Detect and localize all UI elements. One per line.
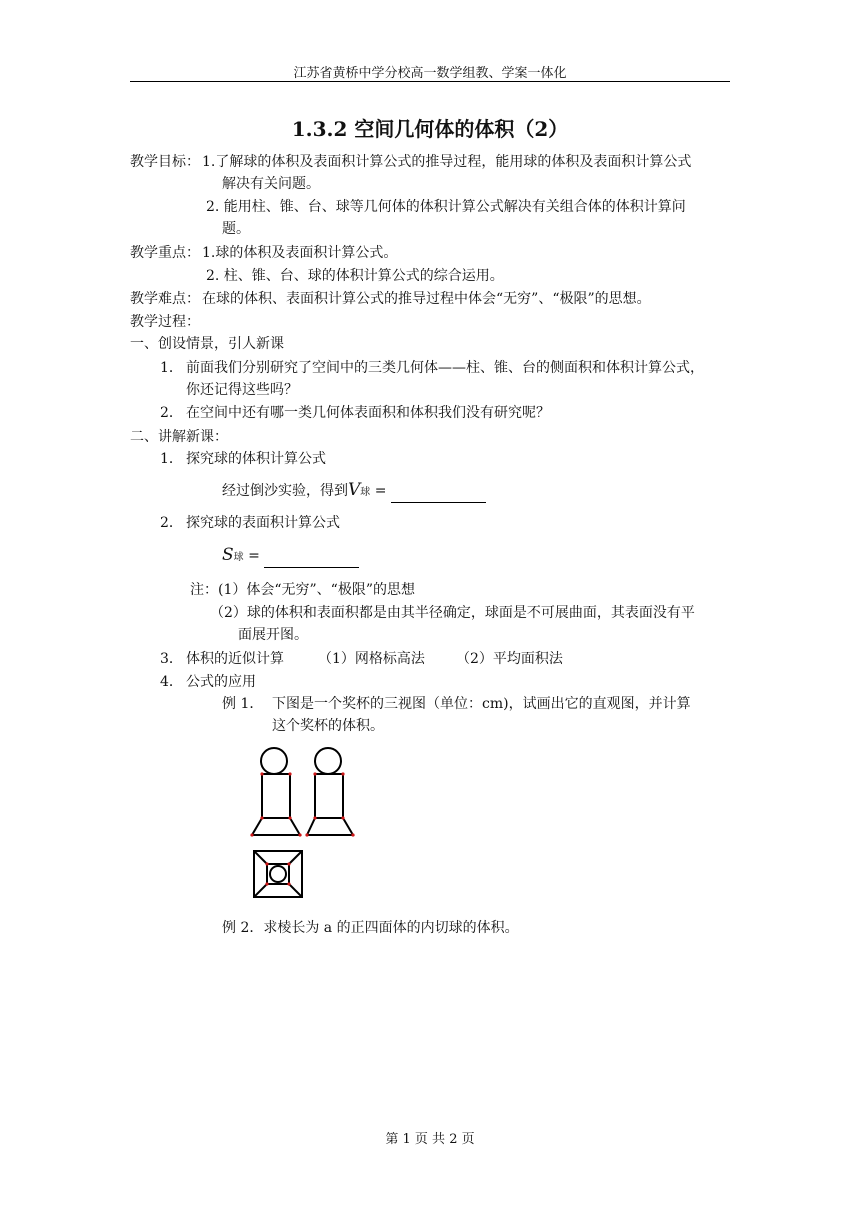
- area-answer-blank[interactable]: [264, 553, 359, 568]
- example-1-line-b: 这个奖杯的体积。: [272, 718, 384, 734]
- side-view-frustum: [307, 818, 353, 835]
- goal-2-line-b: 题。: [222, 221, 250, 237]
- top-view: [254, 851, 302, 897]
- process-label: 教学过程：: [130, 314, 200, 330]
- goal-2-line-a: 2. 能用柱、锥、台、球等几何体的体积计算公式解决有关组合体的体积计算问: [206, 199, 686, 215]
- front-view-frustum: [252, 818, 300, 835]
- section2-p3-num: 3．: [160, 651, 183, 667]
- key-points-label: 教学重点：: [130, 245, 200, 261]
- section2-p1: 探究球的体积计算公式: [186, 451, 326, 467]
- section1-heading: 一、创设情景，引人新课: [130, 336, 284, 352]
- side-view: [307, 748, 353, 835]
- section2-p2-num: 2．: [160, 515, 183, 531]
- page-title: 1.3.2 空间几何体的体积（2）: [291, 117, 569, 141]
- page-header: 江苏省黄桥中学分校高一数学组教、学案一体化: [293, 66, 567, 81]
- goal-1-line-a: 1.了解球的体积及表面积计算公式的推导过程，能用球的体积及表面积计算公式: [202, 154, 692, 170]
- method-2: （2）平均面积法: [456, 651, 563, 667]
- volume-eq: =: [370, 483, 387, 499]
- note-2-line-a: （2）球的体积和表面积都是由其半径确定，球面是不可展曲面，其表面没有平: [210, 605, 695, 621]
- volume-formula-text: 经过倒沙实验，得到: [222, 483, 348, 499]
- method-1: （1）网格标高法: [318, 651, 425, 667]
- header-divider: [130, 81, 730, 82]
- section1-q2: 在空间中还有哪一类几何体表面积和体积我们没有研究呢？: [186, 405, 550, 421]
- volume-var-sub: 球: [360, 487, 371, 498]
- section2-p3: 体积的近似计算: [186, 651, 284, 667]
- section1-q1-line-a: 前面我们分别研究了空间中的三类几何体——柱、锥、台的侧面积和体积计算公式，: [186, 360, 704, 376]
- section2-p2: 探究球的表面积计算公式: [186, 515, 340, 531]
- goals-label: 教学目标：: [130, 154, 200, 170]
- volume-answer-blank[interactable]: [391, 488, 486, 503]
- goal-1-line-b: 解决有关问题。: [222, 176, 320, 192]
- volume-var: V: [348, 480, 361, 500]
- section2-p1-num: 1．: [160, 451, 183, 467]
- section1-q1-line-b: 你还记得这些吗？: [186, 382, 298, 398]
- section2-p4-num: 4．: [160, 674, 183, 690]
- example-1-label: 例 1．: [222, 696, 264, 712]
- area-var: S: [222, 545, 234, 565]
- section2-heading: 二、讲解新课：: [130, 429, 228, 445]
- note-1: 注：(1）体会“无穷”、“极限”的思想: [190, 582, 415, 598]
- front-view-cylinder: [262, 774, 290, 818]
- front-view-sphere: [261, 748, 287, 774]
- side-view-sphere: [315, 748, 341, 774]
- section1-q2-num: 2．: [160, 405, 183, 421]
- key-point-1: 1.球的体积及表面积计算公式。: [202, 245, 398, 261]
- side-view-cylinder: [315, 774, 343, 818]
- note-2-line-b: 面展开图。: [238, 627, 308, 643]
- example-1-line-a: 下图是一个奖杯的三视图（单位：cm)，试画出它的直观图，并计算: [272, 696, 691, 712]
- key-point-2: 2. 柱、锥、台、球的体积计算公式的综合运用。: [206, 268, 504, 284]
- top-view-circle: [270, 866, 286, 882]
- section2-p4: 公式的应用: [186, 674, 256, 690]
- difficulty-text: 在球的体积、表面积计算公式的推导过程中体会“无穷”、“极限”的思想。: [202, 291, 651, 307]
- area-formula-line: [222, 545, 359, 568]
- area-var-sub: 球: [233, 552, 244, 563]
- page-footer: 第 1 页 共 2 页: [385, 1132, 475, 1147]
- area-eq: =: [243, 548, 260, 564]
- trophy-three-view-figure: [240, 740, 370, 902]
- volume-formula-line: [222, 480, 486, 503]
- difficulty-label: 教学难点：: [130, 291, 200, 307]
- section1-q1-num: 1．: [160, 360, 183, 376]
- front-view: [252, 748, 300, 835]
- example-2: 例 2．求棱长为 a 的正四面体的内切球的体积。: [222, 920, 519, 936]
